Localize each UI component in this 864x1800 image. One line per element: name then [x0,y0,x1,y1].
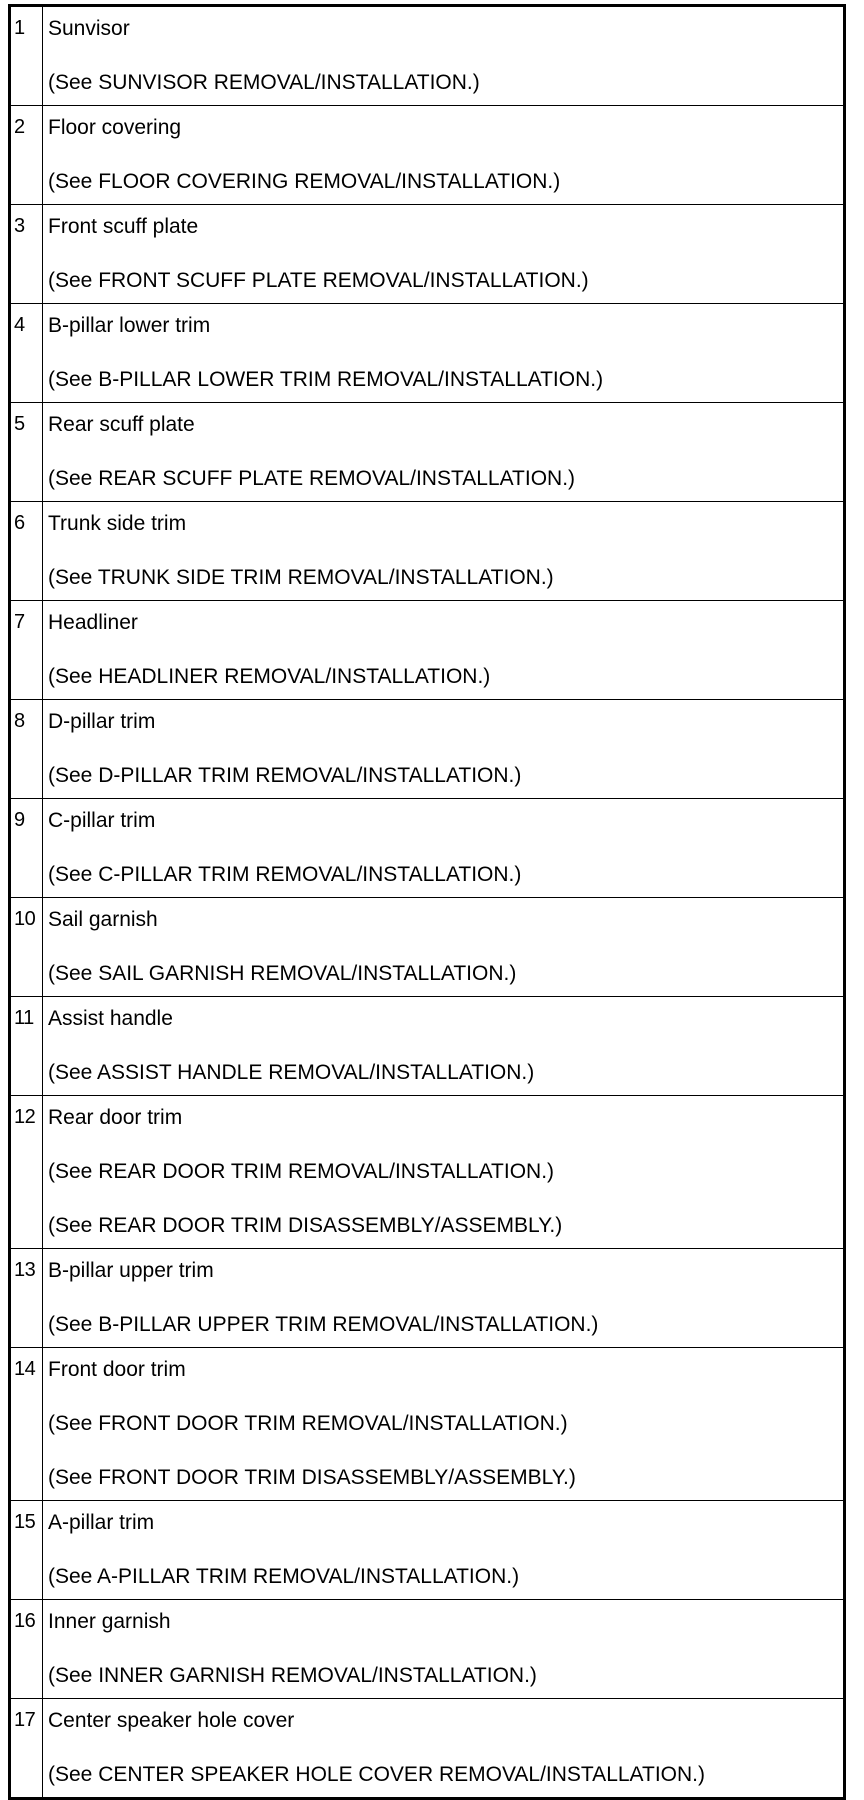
parts-table-container [8,4,846,1800]
item-description [43,205,845,304]
procedure-reference-link[interactable]: (See B-PILLAR LOWER TRIM REMOVAL/INSTALLATION.) [48,368,604,391]
item-number: 4 [10,304,43,403]
part-name: Headliner [48,611,138,634]
part-name: Sail garnish [48,908,158,931]
part-name: Rear scuff plate [48,413,195,436]
part-name: Front door trim [48,1358,186,1381]
procedure-reference-link[interactable]: (See REAR SCUFF PLATE REMOVAL/INSTALLATION.) [48,467,576,490]
table-row [10,997,845,1096]
part-name: Front scuff plate [48,215,199,238]
item-description [43,1249,845,1348]
item-description [43,1600,845,1699]
part-name: Rear door trim [48,1106,183,1129]
table-row [10,1600,845,1699]
procedure-reference-link[interactable]: (See INNER GARNISH REMOVAL/INSTALLATION.) [48,1664,537,1687]
table-row [10,106,845,205]
procedure-reference-link[interactable]: (See SUNVISOR REMOVAL/INSTALLATION.) [48,71,480,94]
part-name: B-pillar lower trim [48,314,211,337]
procedure-reference-link[interactable]: (See ASSIST HANDLE REMOVAL/INSTALLATION.) [48,1061,535,1084]
procedure-reference-link[interactable]: (See FLOOR COVERING REMOVAL/INSTALLATION.) [48,170,561,193]
part-name: Assist handle [48,1007,173,1030]
part-name: C-pillar trim [48,809,156,832]
procedure-reference-link[interactable]: (See B-PILLAR UPPER TRIM REMOVAL/INSTALLATION.) [48,1313,599,1336]
part-name: B-pillar upper trim [48,1259,214,1282]
table-row [10,1348,845,1501]
procedure-reference-link[interactable]: (See FRONT DOOR TRIM REMOVAL/INSTALLATION.) [48,1412,568,1435]
item-number: 13 [10,1249,43,1348]
procedure-reference-link[interactable]: (See D-PILLAR TRIM REMOVAL/INSTALLATION.) [48,764,522,787]
item-number: 2 [10,106,43,205]
table-row [10,1699,845,1799]
item-description [43,601,845,700]
part-name: Trunk side trim [48,512,187,535]
part-name: A-pillar trim [48,1511,155,1534]
table-row [10,898,845,997]
table-row [10,205,845,304]
item-description [43,997,845,1096]
item-number: 14 [10,1348,43,1501]
procedure-reference-link[interactable]: (See FRONT SCUFF PLATE REMOVAL/INSTALLATION.) [48,269,589,292]
item-description [43,898,845,997]
item-number: 15 [10,1501,43,1600]
item-number: 9 [10,799,43,898]
item-number: 3 [10,205,43,304]
table-row [10,601,845,700]
procedure-reference-link[interactable]: (See REAR DOOR TRIM DISASSEMBLY/ASSEMBLY.) [48,1214,563,1237]
item-description [43,799,845,898]
item-number: 11 [10,997,43,1096]
item-description [43,1096,845,1249]
parts-reference-table [8,4,846,1800]
table-row [10,502,845,601]
parts-table-body [10,6,845,1799]
item-number: 5 [10,403,43,502]
procedure-reference-link[interactable]: (See C-PILLAR TRIM REMOVAL/INSTALLATION.) [48,863,522,886]
item-number: 1 [10,6,43,106]
item-number: 6 [10,502,43,601]
table-row [10,799,845,898]
item-number: 7 [10,601,43,700]
item-description [43,1699,845,1799]
part-name: Inner garnish [48,1610,171,1633]
procedure-reference-link[interactable]: (See SAIL GARNISH REMOVAL/INSTALLATION.) [48,962,517,985]
procedure-reference-link[interactable]: (See REAR DOOR TRIM REMOVAL/INSTALLATION.) [48,1160,555,1183]
item-description [43,106,845,205]
table-row [10,1096,845,1249]
item-description [43,700,845,799]
part-name: Center speaker hole cover [48,1709,295,1732]
item-number: 8 [10,700,43,799]
part-name: Sunvisor [48,17,130,40]
procedure-reference-link[interactable]: (See A-PILLAR TRIM REMOVAL/INSTALLATION.) [48,1565,520,1588]
item-number: 16 [10,1600,43,1699]
part-name: Floor covering [48,116,182,139]
table-row [10,6,845,106]
procedure-reference-link[interactable]: (See CENTER SPEAKER HOLE COVER REMOVAL/INSTALLATION.) [48,1763,705,1786]
item-number: 17 [10,1699,43,1799]
item-number: 10 [10,898,43,997]
item-description [43,1501,845,1600]
table-row [10,700,845,799]
item-number: 12 [10,1096,43,1249]
procedure-reference-link[interactable]: (See HEADLINER REMOVAL/INSTALLATION.) [48,665,491,688]
item-description [43,502,845,601]
table-row [10,1249,845,1348]
table-row [10,1501,845,1600]
item-description [43,403,845,502]
procedure-reference-link[interactable]: (See FRONT DOOR TRIM DISASSEMBLY/ASSEMBLY.) [48,1466,576,1489]
item-description [43,6,845,106]
table-row [10,403,845,502]
table-row [10,304,845,403]
item-description [43,304,845,403]
procedure-reference-link[interactable]: (See TRUNK SIDE TRIM REMOVAL/INSTALLATION.) [48,566,554,589]
part-name: D-pillar trim [48,710,156,733]
item-description [43,1348,845,1501]
